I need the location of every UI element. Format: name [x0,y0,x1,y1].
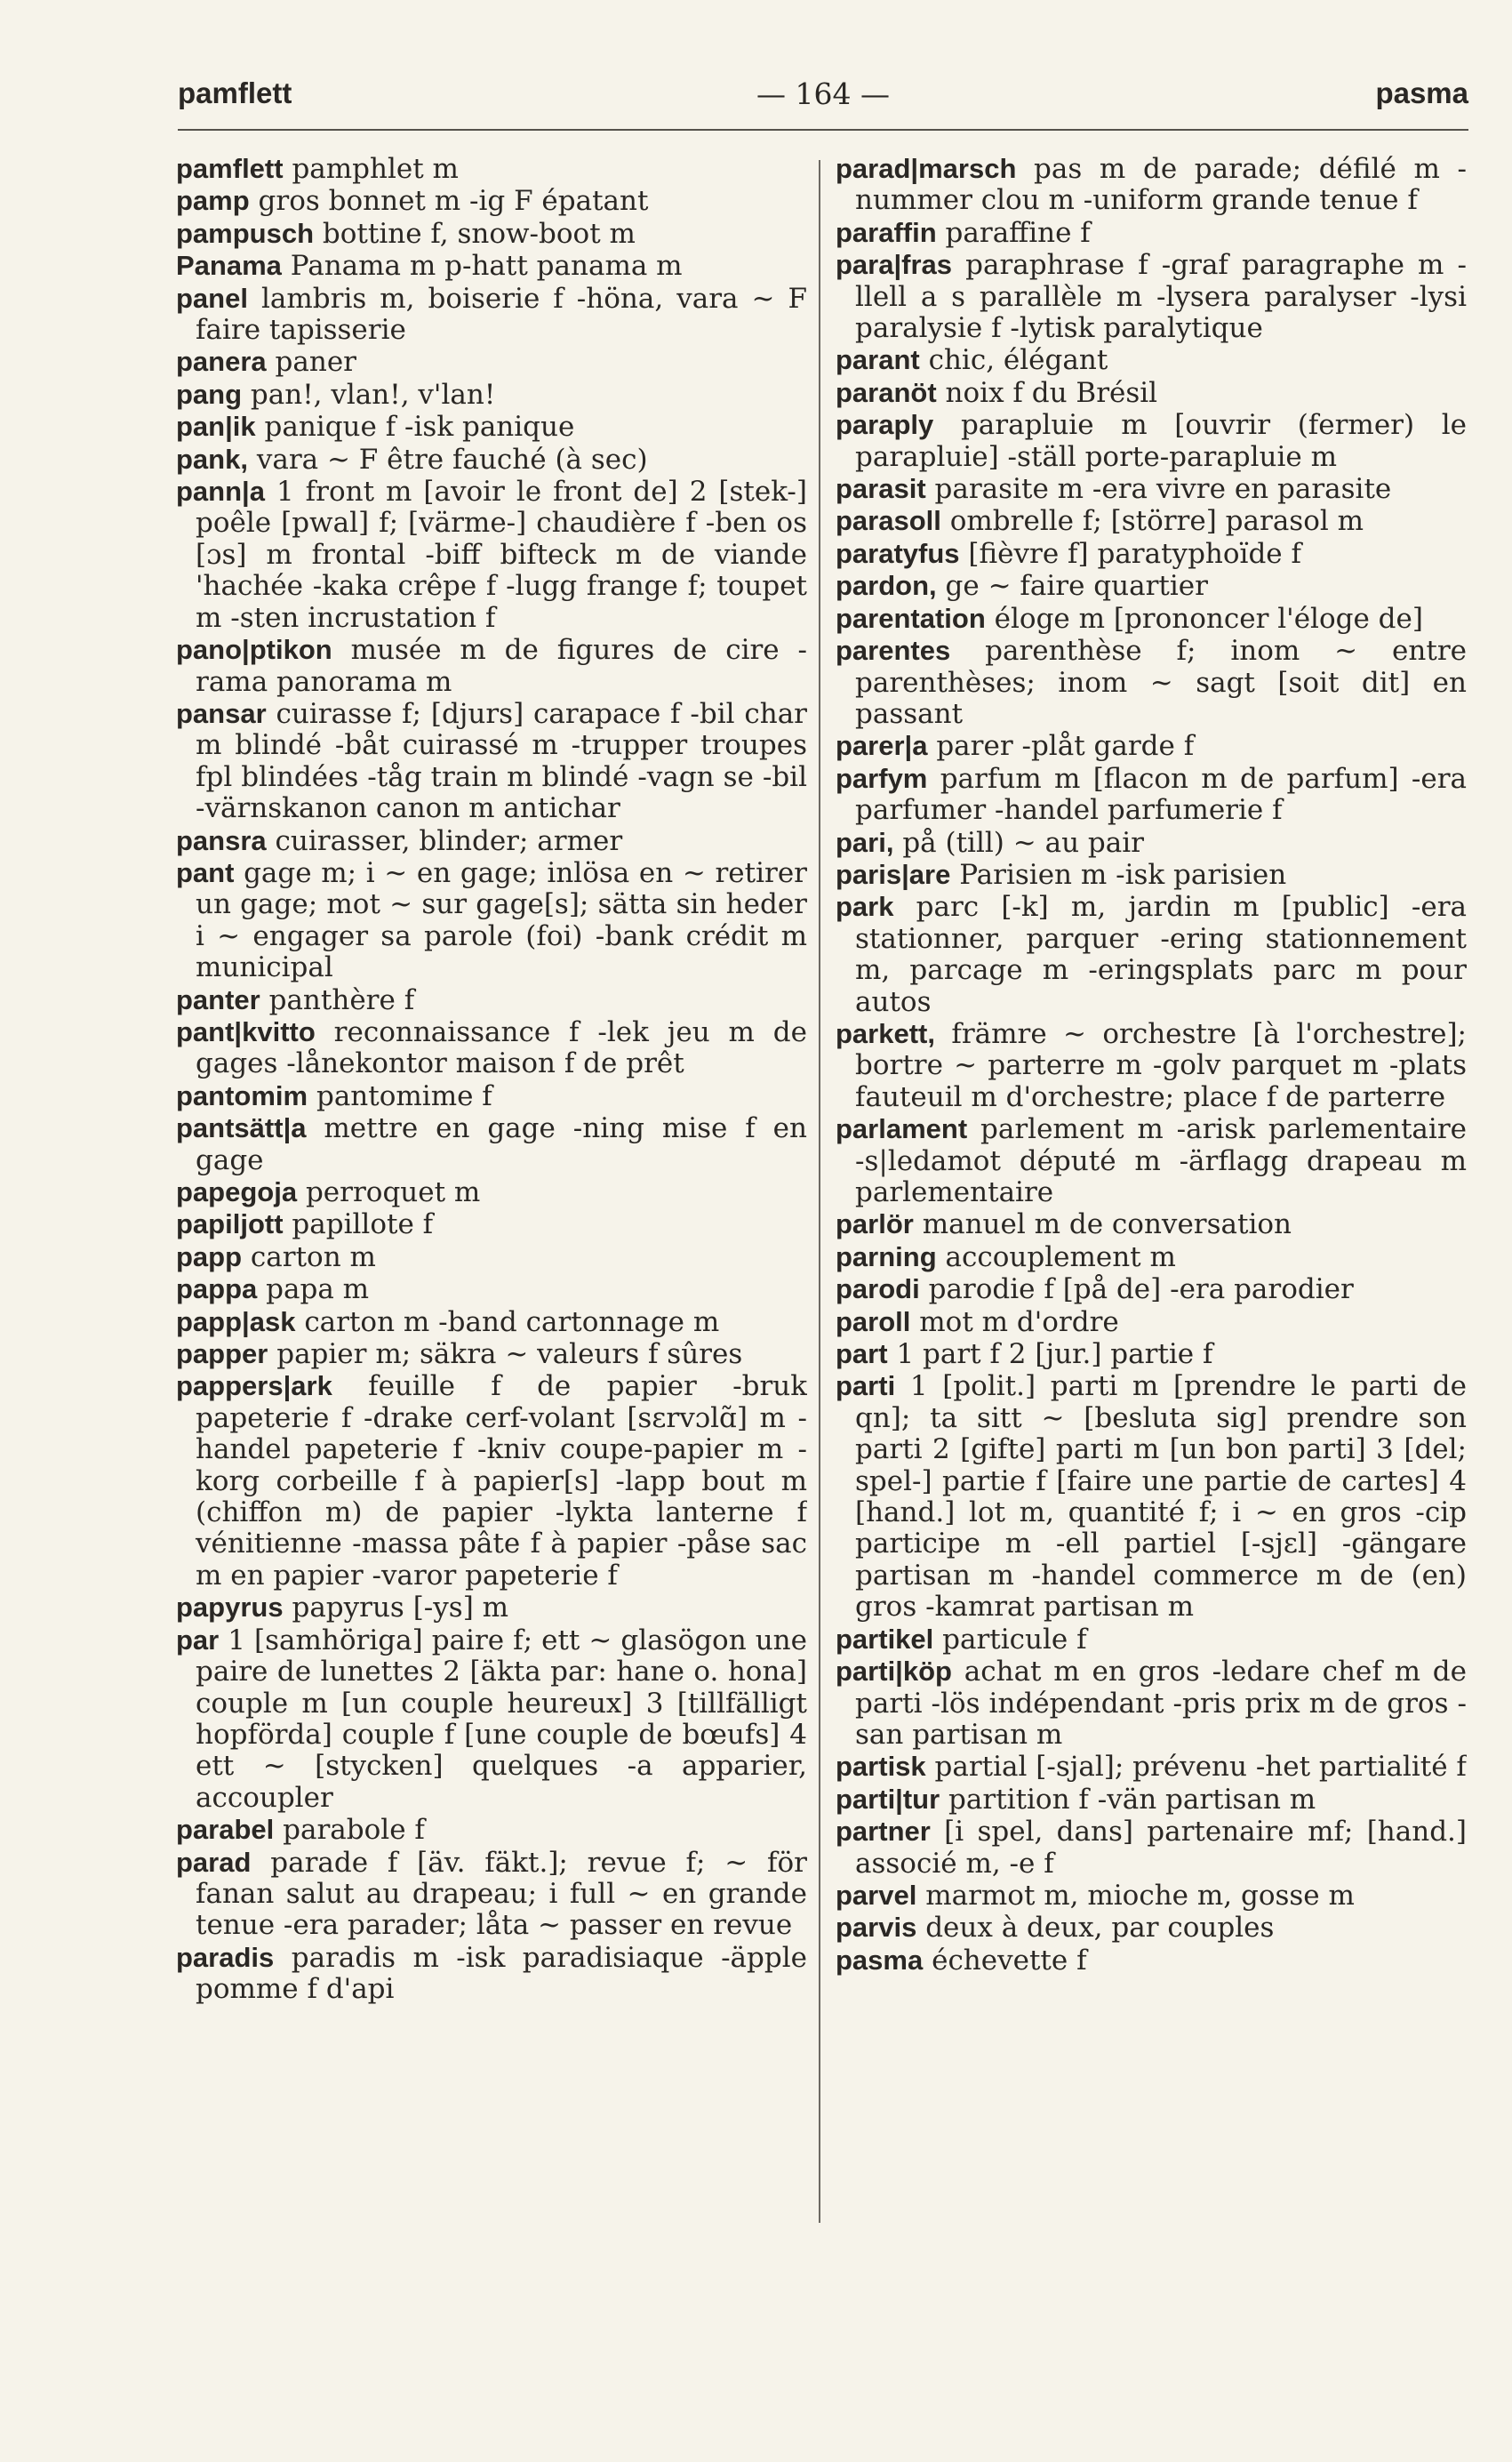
entry-definition: paraffine f [945,216,1091,249]
entry-headword: pardon, [836,570,937,602]
entry-definition: pas m de parade; défilé m -nummer clou m -uniform grande tenue f [855,153,1467,217]
entry-definition: panthère f [268,983,415,1016]
dictionary-entry [836,217,1467,249]
entry-definition: paner [275,346,356,379]
entry-definition: parlement m -arisk parlementaire -s|ledamot député m -ärflagg drapeau m parlementaire [855,1113,1467,1208]
dictionary-entry [176,1942,807,2006]
dictionary-entry [176,1624,807,1814]
entry-definition: parc [-k] m, jardin m [public] -era stationner, parquer -ering stationnement m, parcage m -eringsplats parc m pour autos [855,891,1467,1018]
entry-headword: pansar [176,697,267,729]
entry-definition: perroquet m [305,1176,481,1208]
entry-definition: gage m; i ~ en gage; inlösa en ~ retirer un gage; mot ~ sur gage[s]; sätta sin heder i ~ engager sa parole (foi) -bank crédit m municipal [196,856,807,984]
right-column [836,153,1467,1977]
dictionary-entry [836,1880,1467,1912]
dictionary-entry [176,1338,807,1370]
entry-headword: Panama [176,250,282,282]
dictionary-entry [836,1624,1467,1656]
entry-headword: parti [836,1370,896,1402]
entry-definition: partial [-sjal]; prévenu -het partialité f [934,1751,1467,1784]
dictionary-entry [836,344,1467,376]
entry-headword: paratyfus [836,537,960,569]
entry-headword: parfym [836,762,928,794]
entry-headword: pant [176,856,235,888]
dictionary-entry [836,249,1467,344]
dictionary-entry [836,153,1467,217]
dictionary-entry [836,859,1467,891]
entry-headword: parentation [836,602,986,634]
entry-headword: parasoll [836,505,941,537]
dictionary-entry [836,1370,1467,1623]
entry-headword: paranöt [836,376,937,408]
entry-headword: para|fras [836,249,953,281]
entry-definition: papyrus [-ys] m [292,1592,509,1624]
dictionary-entry [176,1112,807,1176]
entry-headword: parabel [176,1814,275,1846]
entry-definition: gros bonnet m -ig F épatant [258,185,649,218]
entry-definition: carton m -band cartonnage m [304,1305,720,1338]
entry-definition: chic, élégant [928,344,1108,377]
entry-headword: pampusch [176,217,315,249]
dictionary-entry [836,1018,1467,1113]
dictionary-entry [836,827,1467,859]
entry-headword: paris|are [836,858,951,890]
entry-definition: particule f [942,1623,1087,1656]
entry-headword: papegoja [176,1176,298,1207]
entry-headword: papp [176,1240,243,1272]
entry-headword: pano|ptikon [176,634,332,666]
dictionary-entry [836,763,1467,827]
entry-headword: parad|marsch [836,153,1017,184]
entry-definition: papa m [266,1273,370,1306]
dictionary-entry [836,409,1467,473]
entry-definition: Parisien m -isk parisien [959,858,1287,891]
entry-definition: parapluie m [ouvrir (fermer) le parapluie] -ställ porte-parapluie m [855,409,1467,473]
dictionary-entry [176,984,807,1016]
dictionary-entry [836,1945,1467,1977]
entry-definition: papillote f [292,1208,434,1241]
dictionary-entry [176,283,807,347]
left-column [176,153,807,2006]
entry-definition: parabole f [283,1814,425,1847]
dictionary-entry [836,1912,1467,1944]
dictionary-entry [176,444,807,476]
entry-headword: pamflett [176,153,284,184]
dictionary-entry [176,1208,807,1240]
entry-headword: panter [176,983,260,1015]
entry-definition: mettre en gage -ning mise f en gage [196,1112,807,1176]
entry-headword: parer|a [836,730,928,762]
entry-definition: panique f -isk panique [264,411,575,444]
entry-headword: parti|köp [836,1656,952,1688]
entry-definition: paradis m -isk paradisiaque -äpple pomme f d'api [196,1941,807,2006]
entry-definition: cuirasse f; [djurs] carapace f -bil char m blindé -båt cuirassé m -trupper troupes fpl blindées -tåg train m blindé -vagn se -bil -värnskanon canon m antichar [196,697,807,825]
entry-definition: vara ~ F être fauché (à sec) [256,443,648,476]
entry-definition: carton m [250,1240,376,1273]
entry-headword: paradis [176,1941,275,1973]
dictionary-entry [836,1208,1467,1240]
entry-headword: partner [836,1816,931,1848]
entry-headword: papiljott [176,1208,284,1240]
header-rule [178,129,1468,131]
entry-definition: ombrelle f; [större] parasol m [949,505,1364,538]
dictionary-entry [836,603,1467,635]
entry-definition: 1 [polit.] parti m [prendre le parti de qn]; ta sitt ~ [besluta sig] prendre son parti 2 [gifte] parti m [un bon parti] 3 [del; spel-] partie f [faire une partie de cartes] 4 [hand.] lot m, quantité f; i ~ en gros -cip participe m -ell partiel [-sjɛl] -gängare partisan m -handel commerce m de (en) gros -kamrat partisan m [855,1370,1467,1624]
dictionary-entry [176,250,807,282]
entry-definition: pantomime f [316,1079,492,1112]
dictionary-entry [836,1113,1467,1208]
header-first-word: pamflett [178,76,292,109]
entry-headword: pari, [836,826,894,858]
dictionary-entry [176,185,807,217]
entry-definition: reconnaissance f -lek jeu m de gages -lånekontor maison f de prêt [196,1015,807,1080]
entry-headword: parant [836,344,920,376]
dictionary-entry [176,411,807,443]
entry-headword: parlament [836,1113,968,1145]
entry-definition: parasite m -era vivre en parasite [934,473,1392,506]
dictionary-entry [836,635,1467,730]
dictionary-entry [176,1306,807,1338]
dictionary-entry [836,1273,1467,1305]
entry-headword: pank, [176,443,248,475]
entry-definition: parer -plåt garde f [936,730,1195,763]
entry-definition: manuel m de conversation [922,1208,1292,1241]
entry-headword: paraffin [836,216,937,248]
entry-definition: främre ~ orchestre [à l'orchestre]; bortre ~ parterre m -golv parquet m -plats fauteuil m d'orchestre; place f de parterre [855,1017,1467,1113]
entry-definition: parenthèse f; inom ~ entre parenthèses; inom ~ sagt [soit dit] en passant [855,635,1467,730]
entry-headword: parvel [836,1879,917,1911]
dictionary-entry [836,1306,1467,1338]
entry-headword: parad [176,1846,252,1878]
dictionary-entry [836,377,1467,409]
entry-definition: paraphrase f -graf paragraphe m -llell a s parallèle m -lysera paralyser -lysi paralysie f -lytisk paralytique [855,249,1467,345]
dictionary-entry [176,1814,807,1846]
entry-headword: partisk [836,1751,926,1783]
dictionary-entry [836,730,1467,762]
entry-headword: parlör [836,1208,914,1240]
page-header [178,76,1468,130]
dictionary-entry [836,473,1467,505]
dictionary-entry [176,346,807,378]
entry-headword: parti|tur [836,1783,940,1815]
entry-definition: pamphlet m [292,153,459,185]
dictionary-entry [176,1016,807,1080]
dictionary-entry [836,1338,1467,1370]
entry-headword: pan|ik [176,411,256,443]
dictionary-entry [836,1784,1467,1816]
dictionary-entry [176,1241,807,1273]
dictionary-entry [836,1751,1467,1783]
entry-headword: parentes [836,635,951,667]
entry-headword: papyrus [176,1592,284,1624]
entry-headword: partikel [836,1623,934,1655]
entry-definition: [i spel, dans] partenaire mf; [hand.] associé m, -e f [855,1816,1467,1880]
entry-definition: bottine f, snow-boot m [322,217,636,250]
entry-definition: ge ~ faire quartier [945,570,1208,603]
header-last-word: pasma [1375,76,1468,109]
column-divider [819,160,820,2223]
entry-definition: lambris m, boiserie f -höna, vara ~ F faire tapisserie [196,282,807,347]
entry-definition: accouplement m [945,1240,1176,1273]
entry-definition: musée m de figures de cire -rama panorama m [196,634,807,698]
dictionary-entry [176,1592,807,1624]
dictionary-entry [176,1370,807,1592]
entry-headword: panera [176,346,267,378]
entry-headword: pantomim [176,1079,308,1111]
entry-headword: papp|ask [176,1305,296,1337]
entry-headword: pantsätt|a [176,1112,307,1144]
entry-definition: parfum m [flacon m de parfum] -era parfumer -handel parfumerie f [855,762,1467,827]
entry-headword: pamp [176,185,250,217]
dictionary-entry [176,1176,807,1208]
dictionary-entry [176,1080,807,1112]
entry-headword: parkett, [836,1017,935,1049]
dictionary-entry [176,153,807,185]
dictionary-entry [836,1816,1467,1880]
entry-definition: marmot m, mioche m, gosse m [925,1879,1355,1912]
entry-headword: parvis [836,1912,917,1944]
dictionary-entry [176,634,807,698]
entry-headword: pansra [176,824,267,856]
entry-definition: parodie f [på de] -era parodier [928,1273,1354,1306]
entry-headword: pann|a [176,476,265,508]
entry-headword: parning [836,1240,937,1272]
entry-definition: partition f -vän partisan m [948,1783,1316,1816]
dictionary-entry [176,379,807,411]
entry-definition: [fièvre f] paratyphoïde f [968,537,1301,570]
dictionary-entry [176,1273,807,1305]
dictionary-entry [176,1847,807,1942]
entry-definition: 1 part f 2 [jur.] partie f [896,1338,1213,1371]
entry-headword: paraply [836,409,934,441]
dictionary-entry [176,857,807,984]
dictionary-entry [836,538,1467,570]
entry-headword: papper [176,1338,268,1370]
entry-headword: pang [176,378,243,410]
entry-definition: échevette f [932,1944,1087,1977]
entry-headword: paroll [836,1305,911,1337]
dictionary-entry [836,505,1467,537]
entry-definition: pan!, vlan!, v'lan! [250,378,496,411]
entry-headword: panel [176,282,248,314]
dictionary-entry [836,891,1467,1018]
dictionary-entry [836,1241,1467,1273]
entry-definition: mot m d'ordre [919,1305,1119,1338]
entry-headword: parodi [836,1273,920,1305]
entry-definition: feuille f de papier -bruk papeterie f -drake cerf-volant [sɛrvɔlɑ̃] m -handel papeterie f -kniv coupe-papier m -korg corbeille f à papier[s] -lapp bout m (chiffon m) de papier -lykta lanterne f vénitienne -massa pâte f à papier -påse sac m en papier -varor papeterie f [196,1370,807,1592]
entry-definition: éloge m [prononcer l'éloge de] [994,602,1423,635]
dictionary-entry [176,698,807,825]
dictionary-entry [176,218,807,250]
entry-headword: parasit [836,473,926,505]
dictionary-entry [836,1656,1467,1751]
entry-definition: papier m; säkra ~ valeurs f sûres [276,1338,743,1371]
entry-definition: noix f du Brésil [945,376,1158,409]
dictionary-entry [176,476,807,634]
entry-definition: på (till) ~ au pair [902,826,1144,859]
entry-definition: 1 [samhöriga] paire f; ett ~ glasögon une paire de lunettes 2 [äkta par: hane o. hona] couple m [un couple heureux] 3 [tillfälligt hopförda] couple f [une couple de bœufs] 4 ett ~ [stycken] quelques -a apparier, accoupler [196,1624,807,1814]
entry-headword: part [836,1338,888,1370]
entry-definition: cuirasser, blinder; armer [275,824,623,857]
dictionary-entry [836,570,1467,602]
page-number: — 164 — [756,76,890,111]
entry-definition: 1 front m [avoir le front de] 2 [stek-] poêle [pwal] f; [värme-] chaudière f -ben os [ɔs] m frontal -biff bifteck m de viande 'hachée -kaka crêpe f -lugg frange f; toupet m -sten incrustation f [196,476,807,634]
entry-headword: pasma [836,1944,924,1976]
entry-definition: parade f [äv. fäkt.]; revue f; ~ för fanan salut au drapeau; i full ~ en grande tenue -era parader; låta ~ passer en revue [196,1846,807,1942]
entry-headword: pant|kvitto [176,1015,316,1047]
entry-headword: pappers|ark [176,1370,332,1402]
entry-definition: deux à deux, par couples [925,1912,1275,1945]
entry-definition: achat m en gros -ledare chef m de parti -lös indépendant -pris prix m de gros -san partisan m [855,1656,1467,1751]
entry-headword: park [836,891,894,923]
entry-headword: pappa [176,1273,258,1305]
dictionary-entry [176,825,807,857]
entry-definition: Panama m p-hatt panama m [290,250,683,283]
entry-headword: par [176,1624,220,1656]
